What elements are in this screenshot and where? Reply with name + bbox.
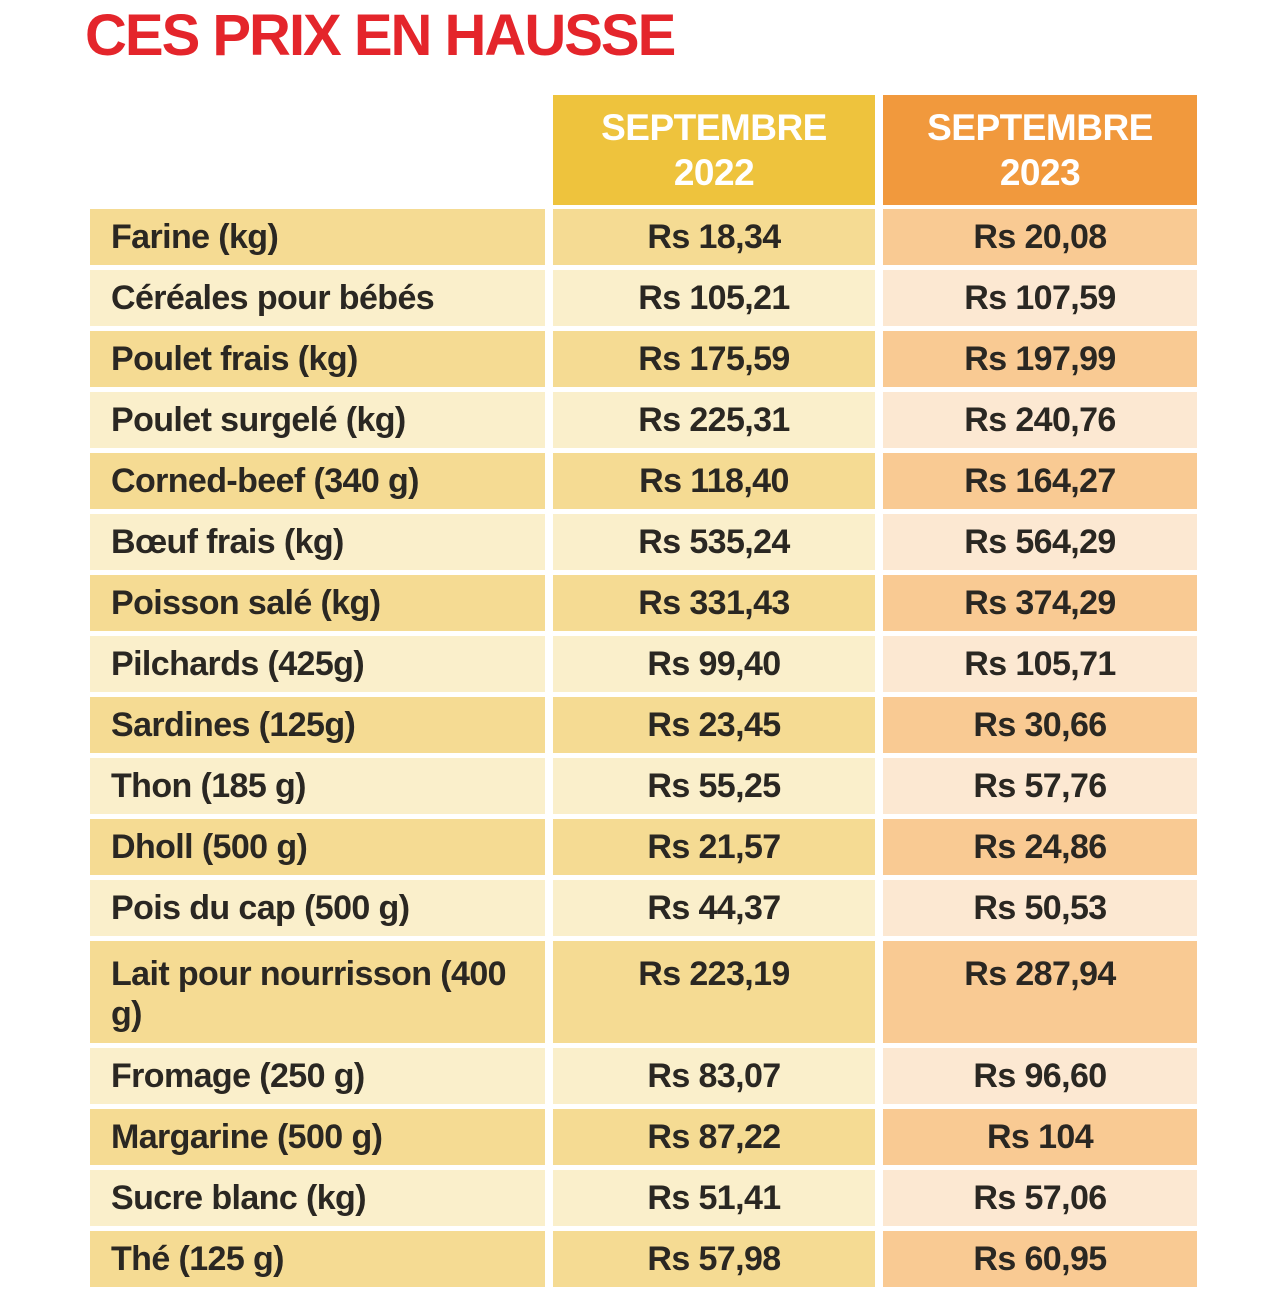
table-row — [90, 453, 1197, 509]
price-2022: Rs 44,37 — [553, 880, 875, 936]
header-spacer — [90, 95, 545, 205]
table-row — [90, 941, 1197, 1043]
table-row — [90, 575, 1197, 631]
header-2022-year: 2022 — [673, 152, 755, 193]
price-2022: Rs 99,40 — [553, 636, 875, 692]
table-row — [90, 636, 1197, 692]
price-2023: Rs 57,76 — [883, 758, 1197, 814]
price-2023: Rs 20,08 — [883, 209, 1197, 265]
table-row — [90, 270, 1197, 326]
price-2022: Rs 87,22 — [553, 1109, 875, 1165]
header-2023-month: SEPTEMBRE — [927, 106, 1153, 148]
price-2022: Rs 331,43 — [553, 575, 875, 631]
price-2022: Rs 55,25 — [553, 758, 875, 814]
price-2022: Rs 223,19 — [553, 941, 875, 1043]
item-label: Poulet surgelé (kg) — [90, 392, 545, 448]
header-septembre-2023 — [883, 95, 1197, 205]
table-row — [90, 819, 1197, 875]
item-label: Bœuf frais (kg) — [90, 514, 545, 570]
price-2023: Rs 164,27 — [883, 453, 1197, 509]
page-title: CES PRIX EN HAUSSE — [85, 3, 675, 68]
item-label: Lait pour nourrisson (400 g) — [90, 941, 545, 1043]
price-2023: Rs 60,95 — [883, 1231, 1197, 1287]
price-2022: Rs 105,21 — [553, 270, 875, 326]
item-label: Pilchards (425g) — [90, 636, 545, 692]
table-row — [90, 392, 1197, 448]
item-label: Dholl (500 g) — [90, 819, 545, 875]
price-2023: Rs 104 — [883, 1109, 1197, 1165]
price-2023: Rs 30,66 — [883, 697, 1197, 753]
item-label: Margarine (500 g) — [90, 1109, 545, 1165]
price-2022: Rs 51,41 — [553, 1170, 875, 1226]
table-row — [90, 758, 1197, 814]
price-2023: Rs 57,06 — [883, 1170, 1197, 1226]
item-label: Poulet frais (kg) — [90, 331, 545, 387]
price-2023: Rs 24,86 — [883, 819, 1197, 875]
price-2022: Rs 57,98 — [553, 1231, 875, 1287]
price-2023: Rs 197,99 — [883, 331, 1197, 387]
price-2022: Rs 535,24 — [553, 514, 875, 570]
item-label: Corned-beef (340 g) — [90, 453, 545, 509]
table-body — [90, 209, 1197, 1287]
item-label: Poisson salé (kg) — [90, 575, 545, 631]
table-row — [90, 697, 1197, 753]
table-row — [90, 1109, 1197, 1165]
item-label: Sardines (125g) — [90, 697, 545, 753]
header-2022-month: SEPTEMBRE — [601, 106, 827, 148]
price-2022: Rs 175,59 — [553, 331, 875, 387]
item-label: Pois du cap (500 g) — [90, 880, 545, 936]
table-row — [90, 1048, 1197, 1104]
item-label: Sucre blanc (kg) — [90, 1170, 545, 1226]
item-label: Thé (125 g) — [90, 1231, 545, 1287]
table-row — [90, 514, 1197, 570]
price-2023: Rs 107,59 — [883, 270, 1197, 326]
price-2023: Rs 240,76 — [883, 392, 1197, 448]
item-label: Farine (kg) — [90, 209, 545, 265]
header-2023-year: 2023 — [999, 152, 1081, 193]
price-2023: Rs 50,53 — [883, 880, 1197, 936]
price-2023: Rs 105,71 — [883, 636, 1197, 692]
table-row — [90, 1170, 1197, 1226]
price-2023: Rs 564,29 — [883, 514, 1197, 570]
price-2022: Rs 23,45 — [553, 697, 875, 753]
header-septembre-2022 — [553, 95, 875, 205]
price-table — [90, 95, 1197, 1287]
table-row — [90, 880, 1197, 936]
price-2022: Rs 118,40 — [553, 453, 875, 509]
price-2023: Rs 374,29 — [883, 575, 1197, 631]
table-row — [90, 209, 1197, 265]
item-label: Céréales pour bébés — [90, 270, 545, 326]
price-2022: Rs 225,31 — [553, 392, 875, 448]
table-row — [90, 1231, 1197, 1287]
price-2023: Rs 96,60 — [883, 1048, 1197, 1104]
price-2022: Rs 83,07 — [553, 1048, 875, 1104]
table-header-row — [90, 95, 1197, 205]
item-label: Thon (185 g) — [90, 758, 545, 814]
price-2023: Rs 287,94 — [883, 941, 1197, 1043]
table-row — [90, 331, 1197, 387]
price-2022: Rs 21,57 — [553, 819, 875, 875]
price-2022: Rs 18,34 — [553, 209, 875, 265]
item-label: Fromage (250 g) — [90, 1048, 545, 1104]
